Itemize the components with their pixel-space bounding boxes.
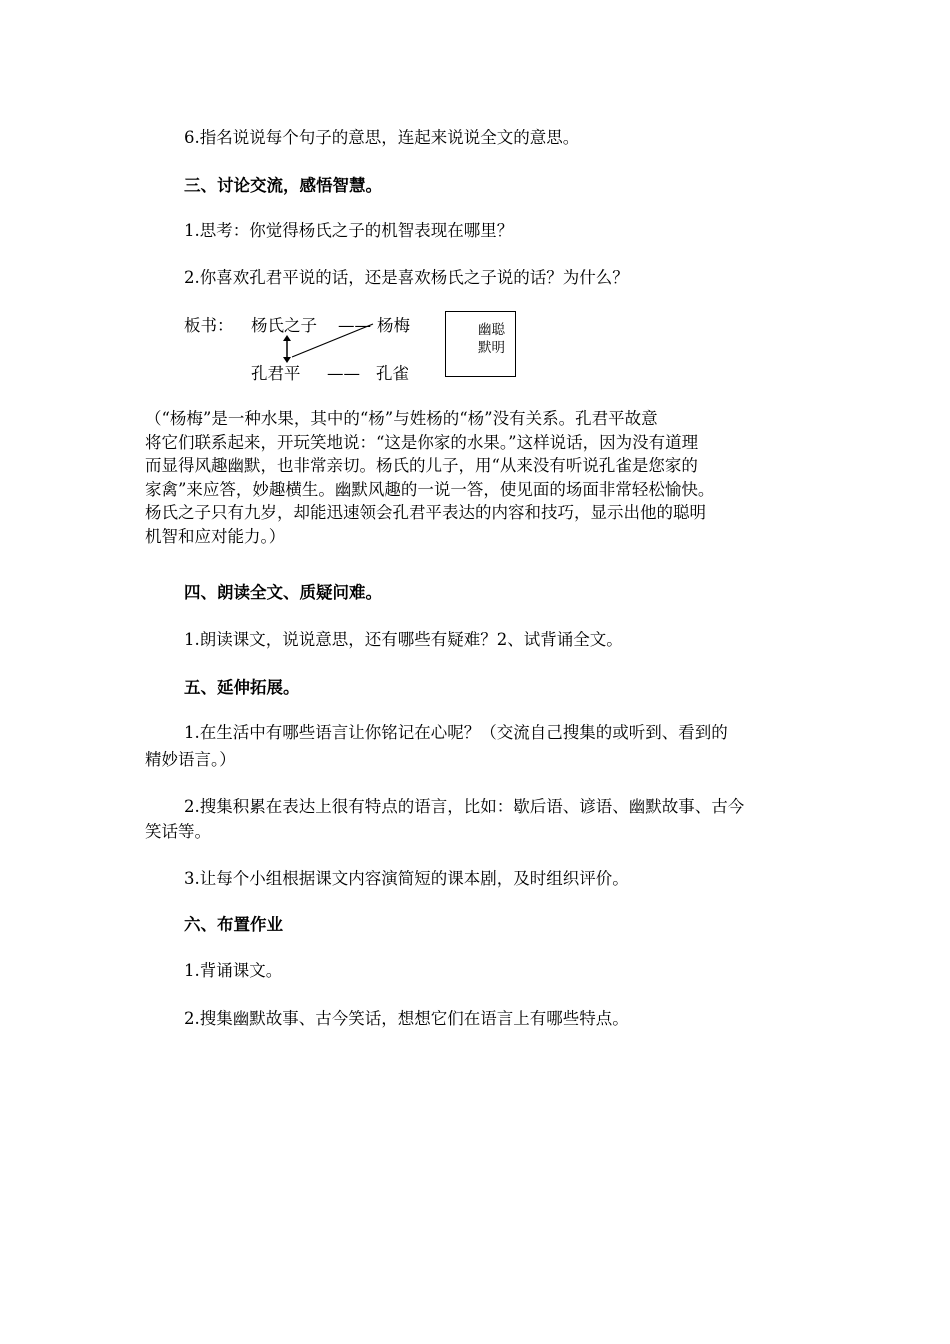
section-6-item-1: 1.背诵课文。 xyxy=(184,961,283,980)
board-connector-lines xyxy=(270,310,380,370)
board-diagonal-line xyxy=(292,324,373,357)
section-6-heading: 六、布置作业 xyxy=(184,915,283,934)
explanation-line: 机智和应对能力。） xyxy=(145,526,286,546)
board-label: 板书： xyxy=(184,316,234,335)
explanation-line: 将它们联系起来，开玩笑地说：“这是你家的水果。”这样说话，因为没有道理 xyxy=(145,432,699,452)
explanation-line: 而显得风趣幽默，也非常亲切。杨氏的儿子，用“从来没有听说孔雀是您家的 xyxy=(145,456,698,475)
section-5-item-2b: 笑话等。 xyxy=(145,822,211,841)
explanation-line: 杨氏之子只有九岁，却能迅速领会孔君平表达的内容和技巧，显示出他的聪明 xyxy=(145,503,706,522)
board-dash-2: —— xyxy=(327,364,360,383)
arrow-down-icon xyxy=(283,357,291,363)
box-line-1: 幽聪 xyxy=(478,322,505,338)
section-5-item-3: 3.让每个小组根据课文内容演简短的课本剧，及时组织评价。 xyxy=(184,869,629,888)
board-kong: 孔君平 xyxy=(251,364,301,383)
board-dash-1: —— xyxy=(338,316,371,335)
section-5-item-2a: 2.搜集积累在表达上很有特点的语言，比如：歇后语、谚语、幽默故事、古今 xyxy=(184,797,745,816)
section-3-heading: 三、讨论交流，感悟智慧。 xyxy=(184,176,382,195)
question-1: 1.思考：你觉得杨氏之子的机智表现在哪里？ xyxy=(184,221,514,240)
section-5-item-1a: 1.在生活中有哪些语言让你铭记在心呢？（交流自己搜集的或听到、看到的 xyxy=(184,723,728,742)
section-5-item-1b: 精妙语言。） xyxy=(145,750,236,769)
section-5-heading: 五、延伸拓展。 xyxy=(184,678,300,697)
section-4-heading: 四、朗读全文、质疑问难。 xyxy=(184,583,382,602)
board-peacock: 孔雀 xyxy=(376,364,409,383)
board-yang-son: 杨氏之子 xyxy=(251,316,317,335)
box-line-2: 默明 xyxy=(478,340,505,356)
explanation-line: 家禽”来应答，妙趣横生。幽默风趣的一说一答，使见面的场面非常轻松愉快。 xyxy=(145,479,715,499)
step-6-text: 6.指名说说每个句子的意思，连起来说说全文的意思。 xyxy=(184,128,580,147)
section-4-item-1: 1.朗读课文，说说意思，还有哪些有疑难？2、试背诵全文。 xyxy=(184,630,623,649)
question-2: 2.你喜欢孔君平说的话，还是喜欢杨氏之子说的话？为什么？ xyxy=(184,268,629,287)
explanation-line: （“杨梅”是一种水果，其中的“杨”与姓杨的“杨”没有关系。孔君平故意 xyxy=(145,409,658,428)
explanation-paragraph xyxy=(145,407,714,548)
board-yangmei: 杨梅 xyxy=(377,316,410,335)
section-6-item-2: 2.搜集幽默故事、古今笑话，想想它们在语言上有哪些特点。 xyxy=(184,1009,629,1028)
arrow-up-icon xyxy=(283,335,291,341)
